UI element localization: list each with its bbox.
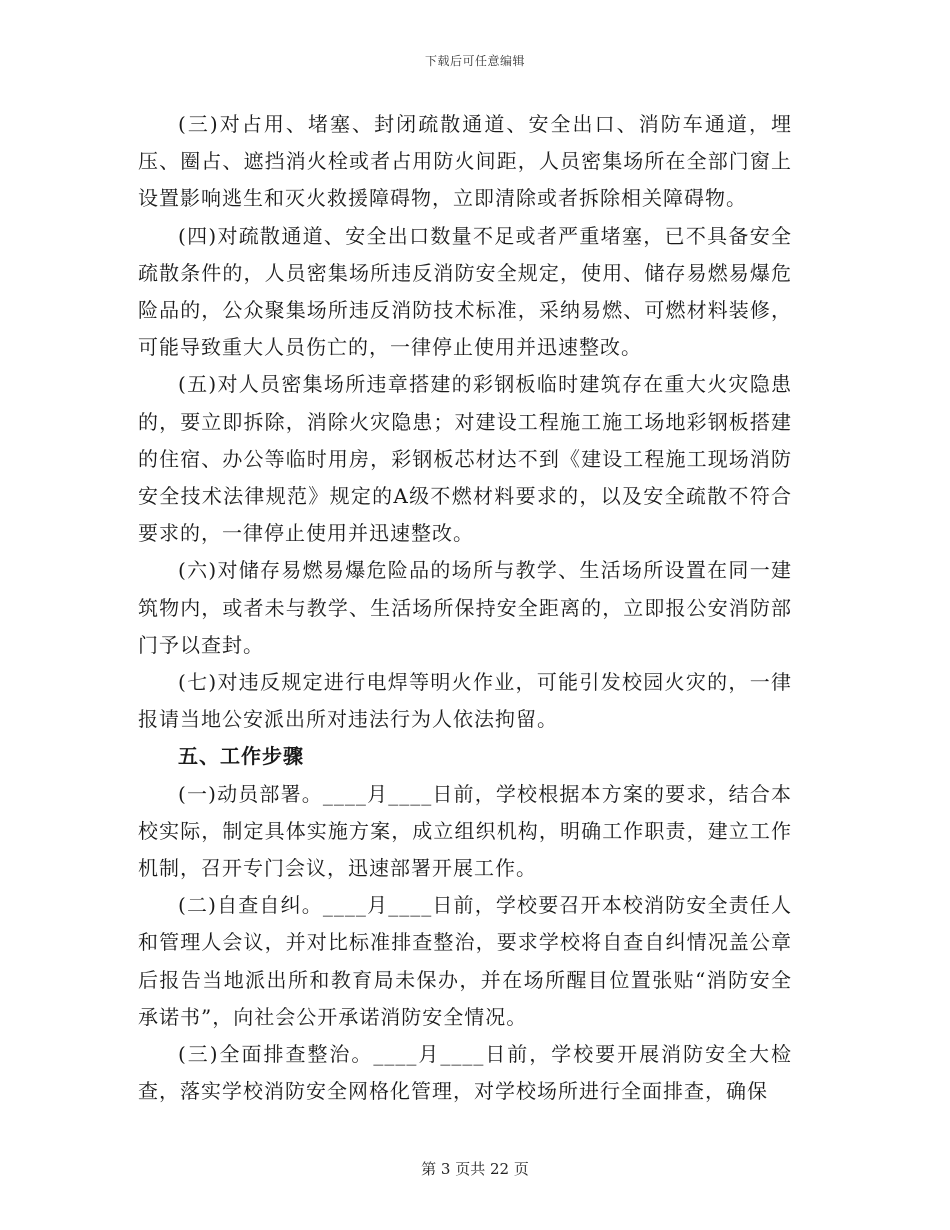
step-1: (一)动员部署。____月____日前，学校根据本方案的要求，结合本校实际，制定具体实施方案，成立组织机构，明确工作职责，建立工作机制，召开专门会议，迅速部署开展工作。	[138, 781, 792, 881]
step-2: (二)自查自纠。____月____日前，学校要召开本校消防安全责任人和管理人会议，并对比标准排查整治，要求学校将自查自纠情况盖公章后报告当地派出所和教育局未保办，并在场所醒目位置张贴“消防安全承诺书”，向社会公开承诺消防安全情况。	[138, 893, 792, 1029]
paragraph-5: (五)对人员密集场所违章搭建的彩钢板临时建筑存在重大火灾隐患的，要立即拆除，消除火灾隐患；对建设工程施工施工场地彩钢板搭建的住宿、办公等临时用房，彩钢板芯材达不到《建设工程施工现场消防安全技术法律规范》规定的A级不燃材料要求的，以及安全疏散不符合要求的，一律停止使用并迅速整改。	[138, 372, 792, 546]
paragraph-3: (三)对占用、堵塞、封闭疏散通道、安全出口、消防车通道，埋压、圈占、遮挡消火栓或者占用防火间距，人员密集场所在全部门窗上设置影响逃生和灭火救援障碍物，立即清除或者拆除相关障碍物。	[138, 112, 792, 211]
page-footer: 第 3 页共 22 页	[421, 1160, 529, 1178]
page-header: 下载后可任意编辑	[424, 54, 525, 68]
document-body	[138, 106, 792, 1110]
paragraph-7: (七)对违反规定进行电焊等明火作业，可能引发校园火灾的，一律报请当地公安派出所对违法行为人依法拘留。	[138, 670, 792, 732]
section-heading: 五、工作步骤	[178, 744, 304, 769]
paragraph-6: (六)对储存易燃易爆危险品的场所与教学、生活场所设置在同一建筑物内，或者未与教学、生活场所保持安全距离的，立即报公安消防部门予以查封。	[138, 558, 792, 657]
paragraph-4: (四)对疏散通道、安全出口数量不足或者严重堵塞，已不具备安全疏散条件的，人员密集场所违反消防安全规定，使用、储存易燃易爆危险品的，公众聚集场所违反消防技术标准，采纳易燃、可燃材料装修，可能导致重大人员伤亡的，一律停止使用并迅速整改。	[138, 223, 792, 360]
step-3: (三)全面排查整治。____月____日前，学校要开展消防安全大检查，落实学校消防安全网格化管理，对学校场所进行全面排查，确保	[138, 1042, 792, 1104]
